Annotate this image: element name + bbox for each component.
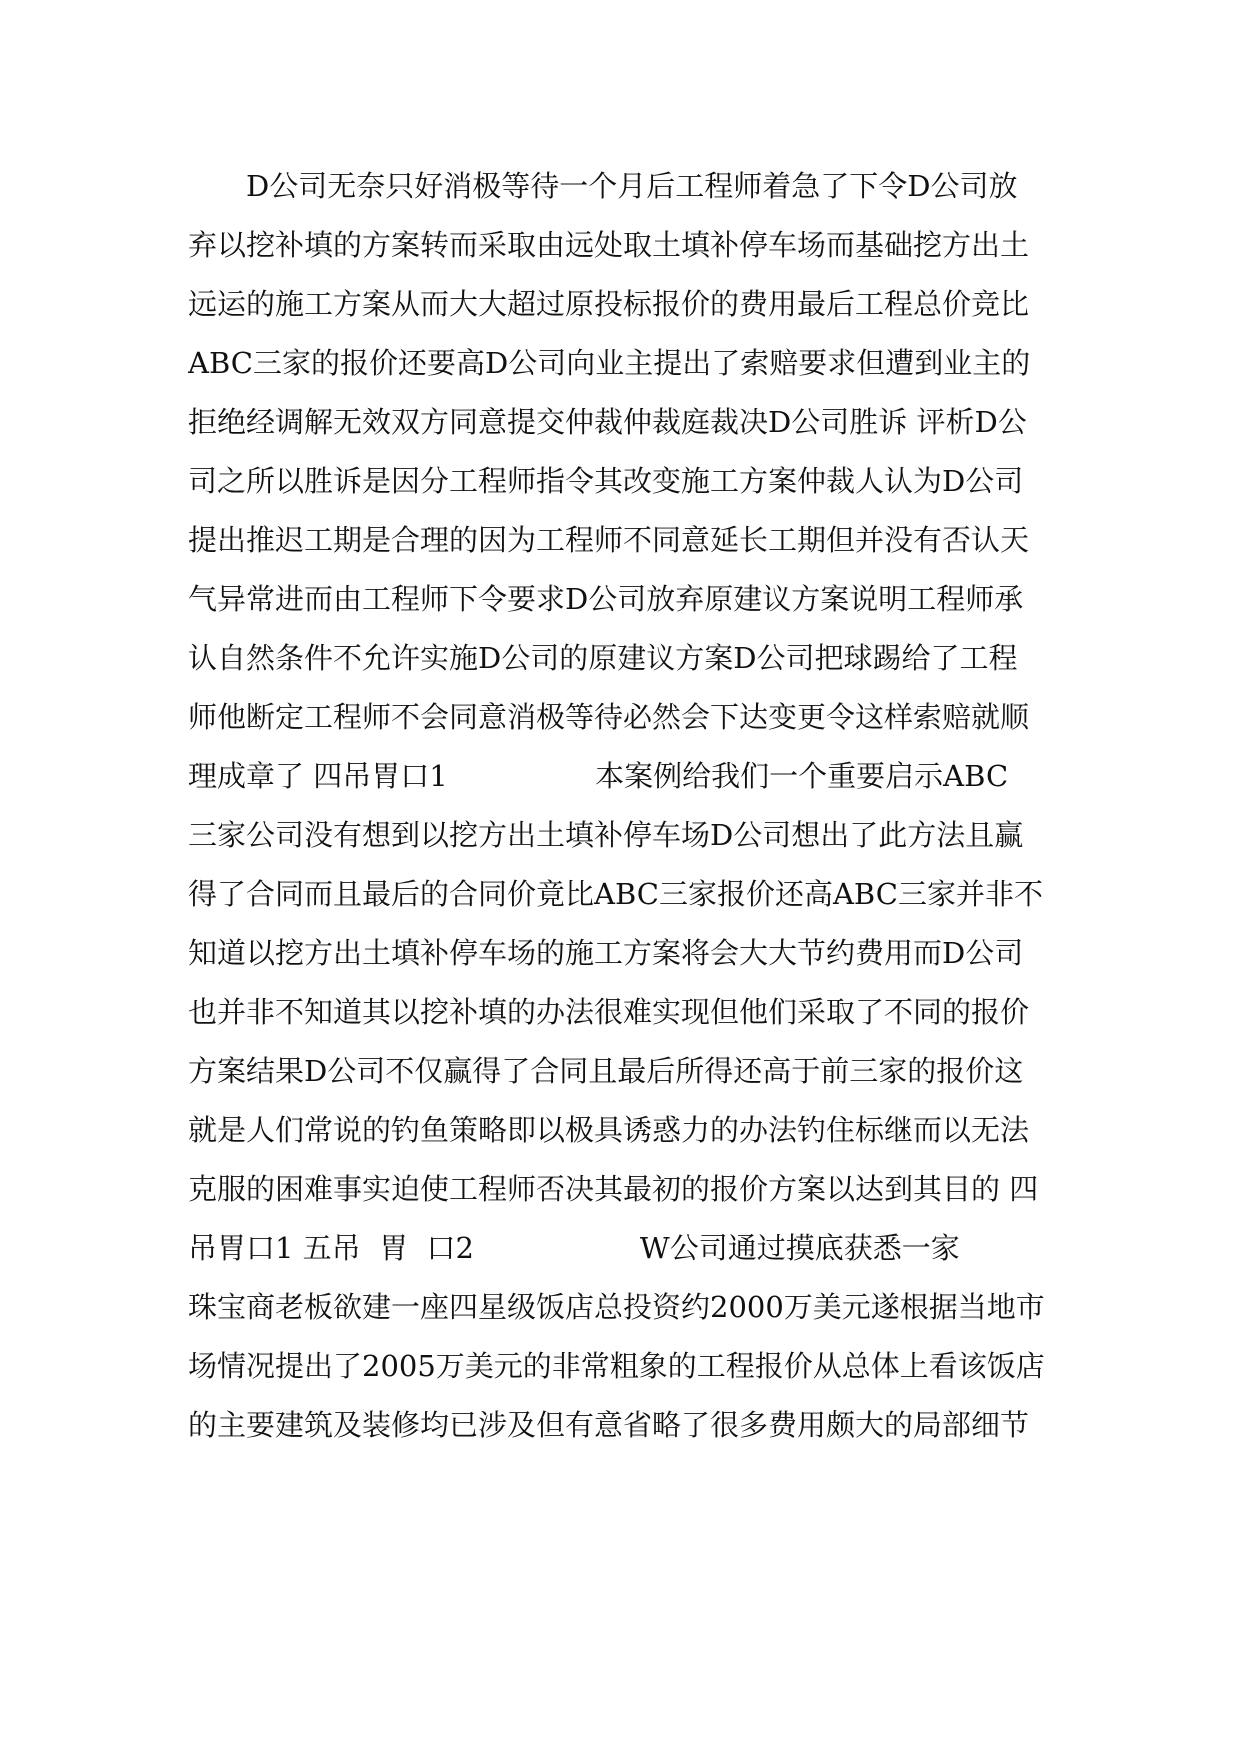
text-line: 场情况提出了2005万美元的非常粗象的工程报价从总体上看该饭店 bbox=[188, 1349, 1045, 1383]
text-line: 方案结果D公司不仅赢得了合同且最后所得还高于前三家的报价这 bbox=[188, 1054, 1024, 1088]
text-line: 就是人们常说的钓鱼策略即以极具诱惑力的办法钓住标继而以无法 bbox=[188, 1113, 1030, 1147]
text-line: 司之所以胜诉是因分工程师指令其改变施工方案仲裁人认为D公司 bbox=[188, 464, 1024, 498]
text-line: 得了合同而且最后的合同价竟比ABC三家报价还高ABC三家并非不 bbox=[188, 877, 1043, 911]
text-line: 师他断定工程师不会同意消极等待必然会下达变更令这样索赔就顺 bbox=[188, 700, 1030, 734]
text-line: D公司无奈只好消极等待一个月后工程师着急了下令D公司放 bbox=[188, 169, 1018, 203]
text-line: 气异常进而由工程师下令要求D公司放弃原建议方案说明工程师承 bbox=[188, 582, 1024, 616]
text-line: 吊胃口1 五吊 胃 口2 W公司通过摸底获悉一家 bbox=[188, 1231, 960, 1265]
text-line: 理成章了 四吊胃口1 本案例给我们一个重要启示ABC bbox=[188, 759, 1009, 793]
text-line: 远运的施工方案从而大大超过原投标报价的费用最后工程总价竞比 bbox=[188, 287, 1030, 321]
text-line: 弃以挖补填的方案转而采取由远处取土填补停车场而基础挖方出土 bbox=[188, 228, 1030, 262]
text-line: 珠宝商老板欲建一座四星级饭店总投资约2000万美元遂根据当地市 bbox=[188, 1290, 1045, 1324]
text-line: 认自然条件不允许实施D公司的原建议方案D公司把球踢给了工程 bbox=[188, 641, 1018, 675]
body-text bbox=[188, 157, 1058, 1455]
text-line: ABC三家的报价还要高D公司向业主提出了索赔要求但遭到业主的 bbox=[188, 346, 1031, 380]
text-line: 的主要建筑及装修均已涉及但有意省略了很多费用颇大的局部细节 bbox=[188, 1408, 1030, 1442]
text-line: 提出推迟工期是合理的因为工程师不同意延长工期但并没有否认天 bbox=[188, 523, 1030, 557]
text-line: 拒绝经调解无效双方同意提交仲裁仲裁庭裁决D公司胜诉 评析D公 bbox=[188, 405, 1027, 439]
text-line: 也并非不知道其以挖补填的办法很难实现但他们采取了不同的报价 bbox=[188, 995, 1030, 1029]
text-line: 知道以挖方出土填补停车场的施工方案将会大大节约费用而D公司 bbox=[188, 936, 1024, 970]
text-line: 三家公司没有想到以挖方出土填补停车场D公司想出了此方法且赢 bbox=[188, 818, 1024, 852]
text-line: 克服的困难事实迫使工程师否决其最初的报价方案以达到其目的 四 bbox=[188, 1172, 1039, 1206]
